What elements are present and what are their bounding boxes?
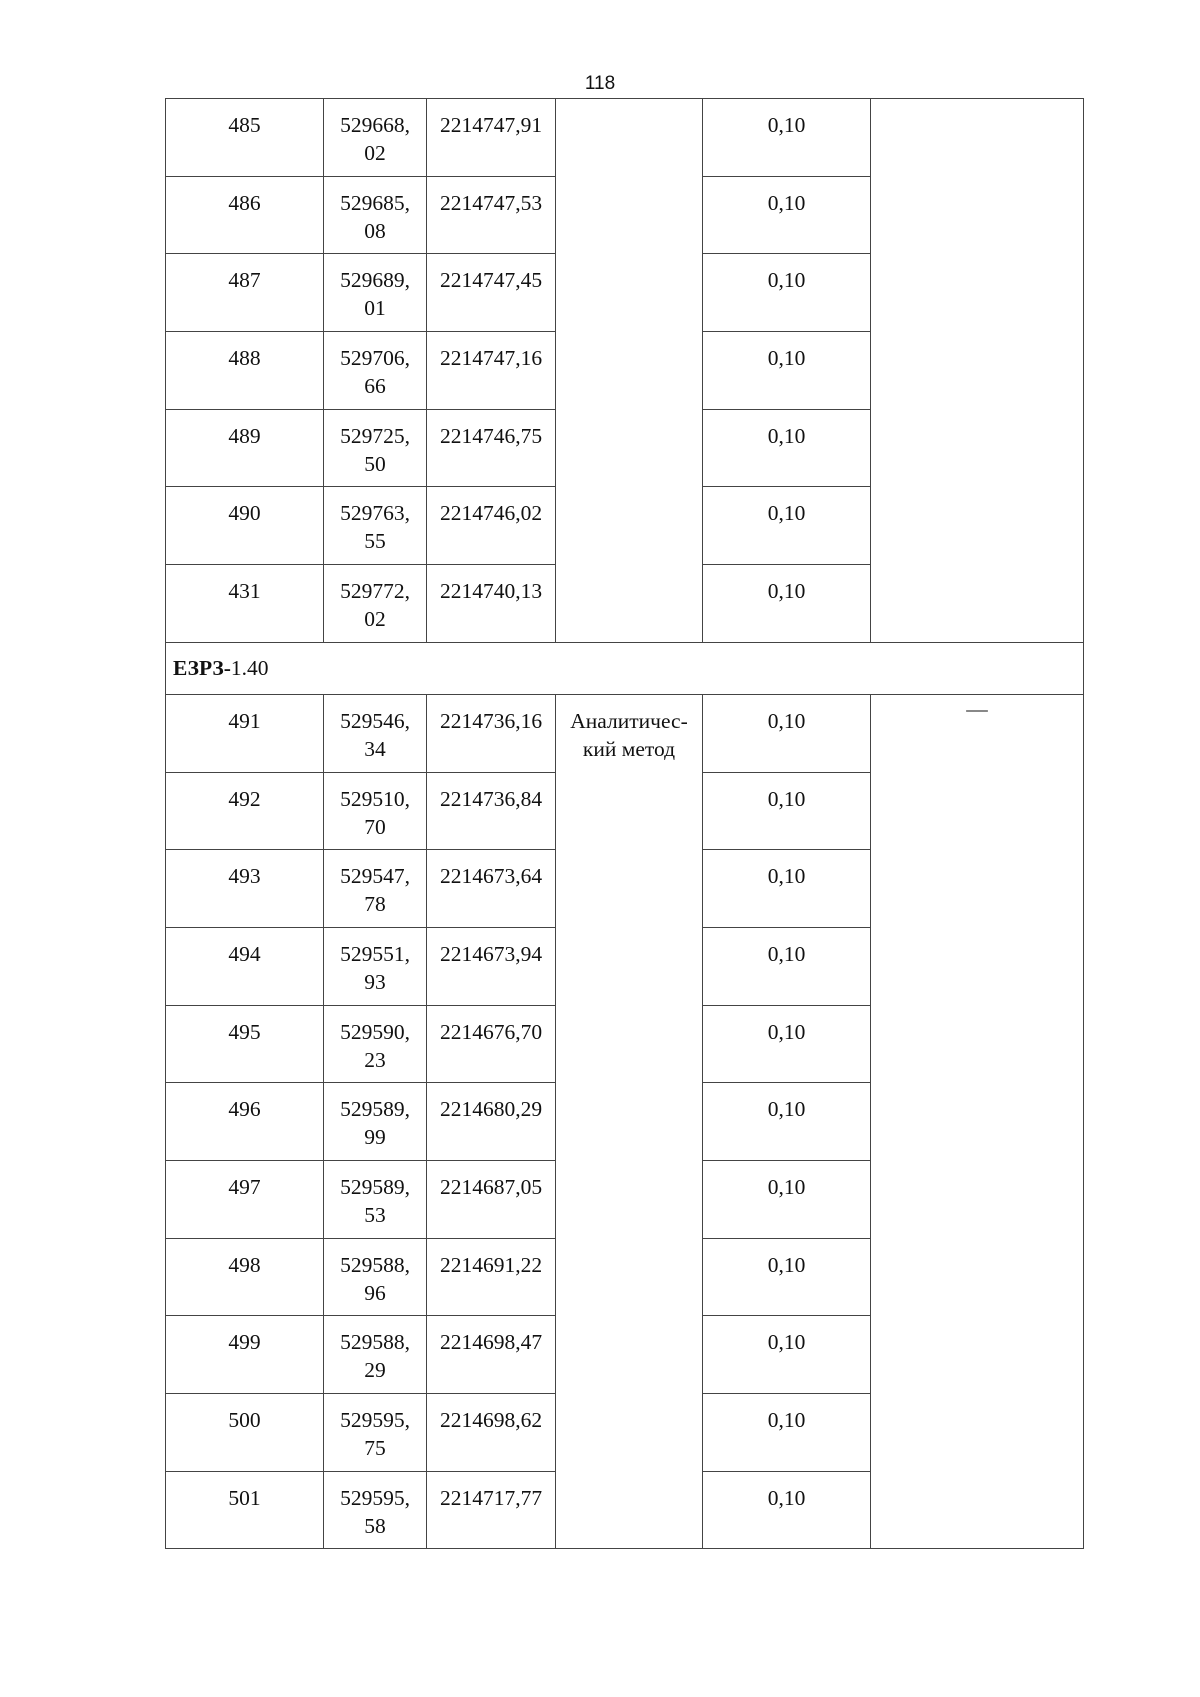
accuracy-cell: 0,10	[703, 1238, 871, 1316]
y-coordinate-cell: 2214747,45	[427, 254, 556, 332]
point-number-cell: 494	[166, 927, 324, 1005]
x-coordinate-cell: 529689, 01	[324, 254, 427, 332]
point-number-cell: 431	[166, 565, 324, 643]
point-number-cell: 486	[166, 176, 324, 254]
y-coordinate-cell: 2214736,84	[427, 772, 556, 850]
accuracy-cell: 0,10	[703, 1083, 871, 1161]
table-row	[166, 694, 1084, 772]
y-coordinate-cell: 2214698,47	[427, 1316, 556, 1394]
accuracy-cell: 0,10	[703, 254, 871, 332]
y-coordinate-cell: 2214736,16	[427, 694, 556, 772]
x-coordinate-cell: 529772, 02	[324, 565, 427, 643]
x-coordinate-cell: 529763, 55	[324, 487, 427, 565]
x-coordinate-cell: 529668, 02	[324, 99, 427, 177]
accuracy-cell: 0,10	[703, 487, 871, 565]
method-text: Аналитичес- кий метод	[570, 708, 688, 761]
x-coordinate-cell: 529589, 99	[324, 1083, 427, 1161]
point-number-cell: 497	[166, 1160, 324, 1238]
y-coordinate-cell: 2214698,62	[427, 1394, 556, 1472]
y-coordinate-cell: 2214747,16	[427, 332, 556, 410]
point-number-cell: 489	[166, 409, 324, 487]
accuracy-cell: 0,10	[703, 1394, 871, 1472]
y-coordinate-cell: 2214691,22	[427, 1238, 556, 1316]
x-coordinate-cell: 529595, 58	[324, 1471, 427, 1549]
y-coordinate-cell: 2214673,94	[427, 927, 556, 1005]
group-header-row	[166, 642, 1084, 694]
point-number-cell: 498	[166, 1238, 324, 1316]
point-number-cell: 487	[166, 254, 324, 332]
y-coordinate-cell: 2214746,75	[427, 409, 556, 487]
group-number: 1.40	[230, 655, 269, 680]
accuracy-cell: 0,10	[703, 176, 871, 254]
accuracy-cell: 0,10	[703, 927, 871, 1005]
point-number-cell: 501	[166, 1471, 324, 1549]
accuracy-cell: 0,10	[703, 1160, 871, 1238]
x-coordinate-cell: 529685, 08	[324, 176, 427, 254]
x-coordinate-cell: 529588, 96	[324, 1238, 427, 1316]
accuracy-cell: 0,10	[703, 1005, 871, 1083]
page-number: 118	[584, 73, 616, 94]
method-cell	[556, 99, 703, 643]
point-number-cell: 492	[166, 772, 324, 850]
group-code: ЕЗРЗ-	[173, 655, 231, 680]
point-number-cell: 488	[166, 332, 324, 410]
accuracy-cell: 0,10	[703, 1316, 871, 1394]
point-number-cell: 490	[166, 487, 324, 565]
group-header	[166, 642, 1084, 694]
point-number-cell: 485	[166, 99, 324, 177]
x-coordinate-cell: 529588, 29	[324, 1316, 427, 1394]
accuracy-cell: 0,10	[703, 409, 871, 487]
point-number-cell: 496	[166, 1083, 324, 1161]
x-coordinate-cell: 529510, 70	[324, 772, 427, 850]
point-number-cell: 499	[166, 1316, 324, 1394]
x-coordinate-cell: 529546, 34	[324, 694, 427, 772]
x-coordinate-cell: 529590, 23	[324, 1005, 427, 1083]
x-coordinate-cell: 529706, 66	[324, 332, 427, 410]
x-coordinate-cell: 529589, 53	[324, 1160, 427, 1238]
y-coordinate-cell: 2214676,70	[427, 1005, 556, 1083]
y-coordinate-cell: 2214747,53	[427, 176, 556, 254]
y-coordinate-cell: 2214747,91	[427, 99, 556, 177]
y-coordinate-cell: 2214680,29	[427, 1083, 556, 1161]
point-number-cell: 493	[166, 850, 324, 928]
x-coordinate-cell: 529595, 75	[324, 1394, 427, 1472]
accuracy-cell: 0,10	[703, 99, 871, 177]
point-number-cell: 495	[166, 1005, 324, 1083]
accuracy-cell: 0,10	[703, 694, 871, 772]
accuracy-cell: 0,10	[703, 565, 871, 643]
x-coordinate-cell: 529547, 78	[324, 850, 427, 928]
accuracy-cell: 0,10	[703, 850, 871, 928]
point-number-cell: 491	[166, 694, 324, 772]
table-body	[166, 99, 1084, 1549]
x-coordinate-cell: 529725, 50	[324, 409, 427, 487]
x-coordinate-cell: 529551, 93	[324, 927, 427, 1005]
y-coordinate-cell: 2214746,02	[427, 487, 556, 565]
accuracy-cell: 0,10	[703, 332, 871, 410]
coordinates-table	[165, 98, 1084, 1549]
note-cell: —	[871, 694, 1084, 1549]
method-cell	[556, 694, 703, 1549]
table-row	[166, 99, 1084, 177]
point-number-cell: 500	[166, 1394, 324, 1472]
accuracy-cell: 0,10	[703, 1471, 871, 1549]
y-coordinate-cell: 2214717,77	[427, 1471, 556, 1549]
note-cell	[871, 99, 1084, 643]
y-coordinate-cell: 2214673,64	[427, 850, 556, 928]
accuracy-cell: 0,10	[703, 772, 871, 850]
y-coordinate-cell: 2214740,13	[427, 565, 556, 643]
y-coordinate-cell: 2214687,05	[427, 1160, 556, 1238]
